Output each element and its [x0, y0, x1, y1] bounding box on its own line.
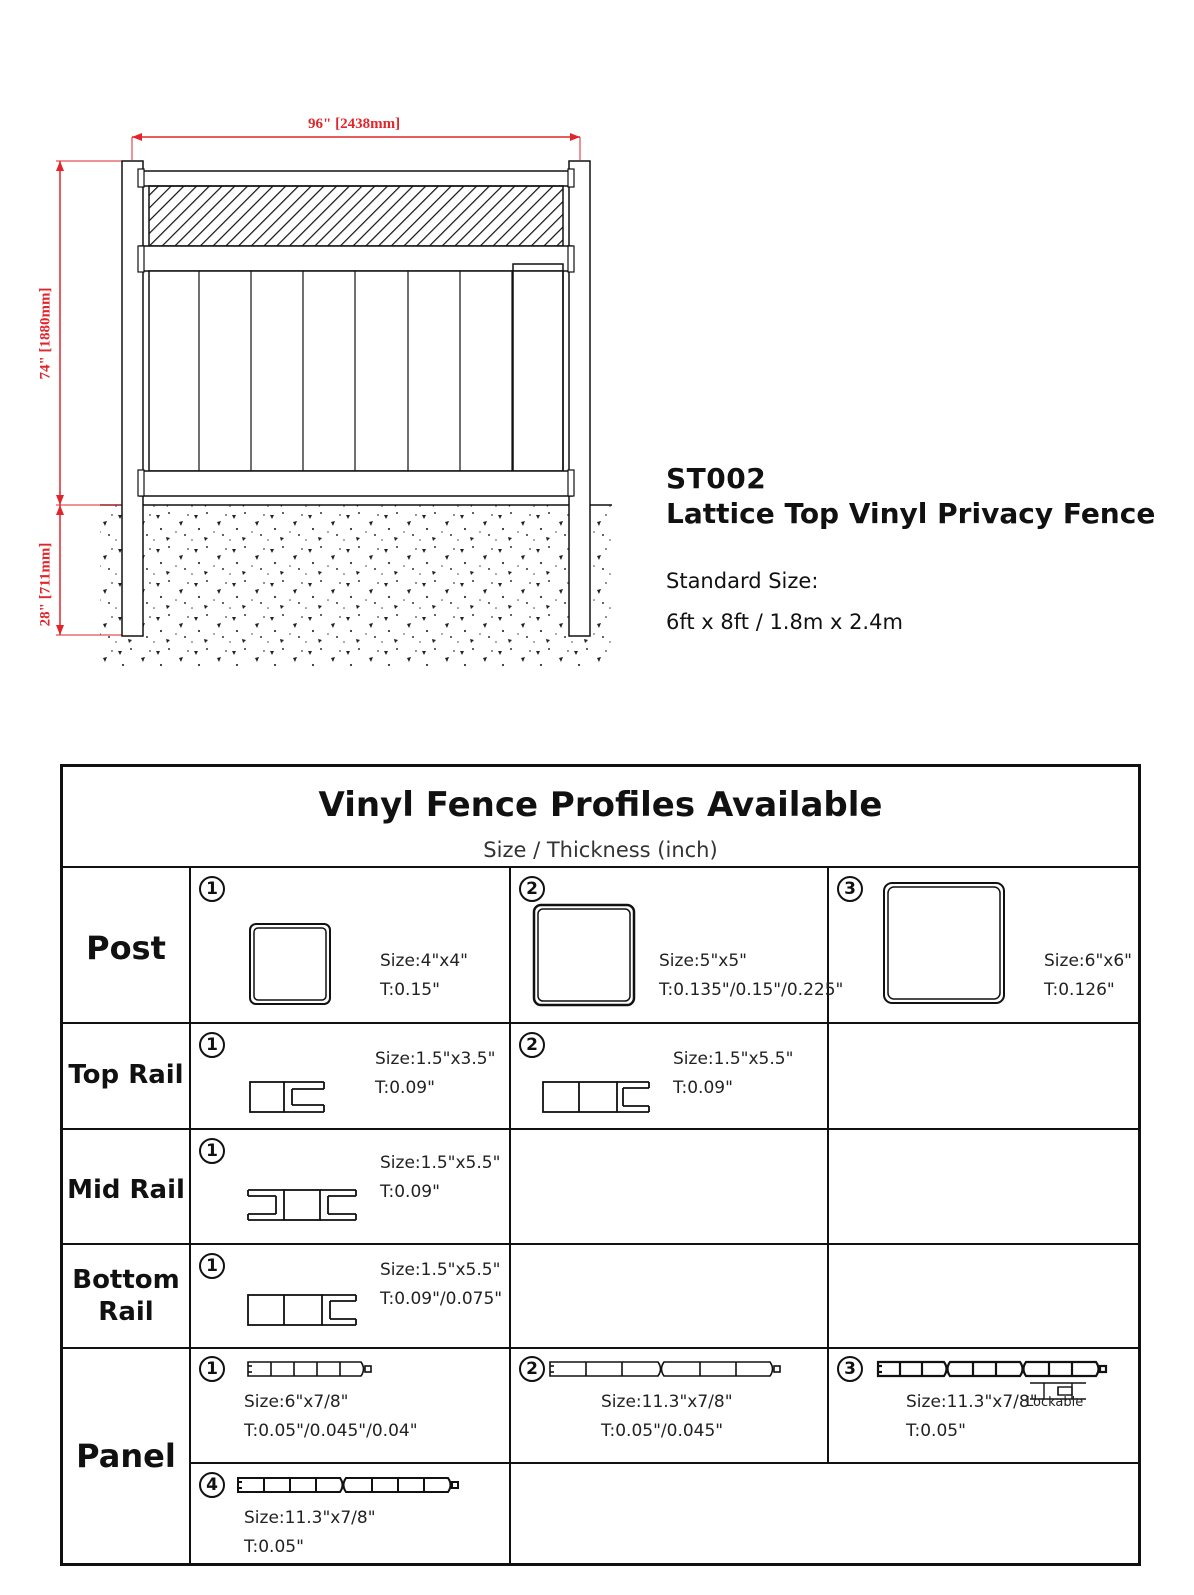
- post-1-size: Size:4"x4": [380, 951, 468, 971]
- option-number: 2: [519, 1356, 545, 1382]
- ground-gravel: [100, 505, 612, 667]
- panel-3-size: Size:11.3"x7/8": [906, 1392, 1038, 1412]
- top-rail-1-size: Size:1.5"x3.5": [375, 1049, 496, 1069]
- profiles-table: [60, 764, 1141, 1566]
- post-1-thickness: T:0.15": [380, 980, 440, 1000]
- top-rail-2-size: Size:1.5"x5.5": [673, 1049, 794, 1069]
- top-rail-3-5-profile-icon: [248, 1079, 328, 1115]
- panel-4-thickness: T:0.05": [244, 1537, 304, 1557]
- post-6x6-profile-icon: [882, 881, 1006, 1005]
- option-number: 1: [199, 876, 225, 902]
- post-3-thickness: T:0.126": [1044, 980, 1115, 1000]
- standard-size-value: 6ft x 8ft / 1.8m x 2.4m: [666, 610, 903, 634]
- height-dimension-line: [56, 161, 124, 505]
- left-post: [122, 161, 143, 636]
- option-number: 4: [199, 1472, 225, 1498]
- depth-dimension-label: 28" [711mm]: [37, 542, 54, 627]
- top-rail-1-thickness: T:0.09": [375, 1078, 435, 1098]
- row-divider: [63, 1128, 1138, 1130]
- fence-elevation-drawing: [0, 0, 640, 680]
- panel-11in-profile-icon: [548, 1358, 788, 1380]
- post-2-size: Size:5"x5": [659, 951, 747, 971]
- mid-rail-1-thickness: T:0.09": [380, 1182, 440, 1202]
- option-number: 1: [199, 1356, 225, 1382]
- top-rail: [140, 171, 572, 186]
- panel-3-thickness: T:0.05": [906, 1421, 966, 1441]
- product-code: ST002: [666, 462, 767, 495]
- privacy-panels: [149, 264, 563, 475]
- panel-1-size: Size:6"x7/8": [244, 1392, 349, 1412]
- post-3-size: Size:6"x6": [1044, 951, 1132, 971]
- row-divider: [189, 1462, 1138, 1464]
- option-number: 2: [519, 876, 545, 902]
- col-divider: [509, 866, 511, 1563]
- mid-rail-profile-icon: [246, 1187, 360, 1223]
- post-2-thickness: T:0.135"/0.15"/0.225": [659, 980, 844, 1000]
- table-title: Vinyl Fence Profiles Available: [318, 785, 883, 825]
- option-number: 1: [199, 1032, 225, 1058]
- panel-6in-profile-icon: [246, 1358, 376, 1380]
- row-label-top-rail: Top Rail: [68, 1060, 184, 1090]
- panel-4-size: Size:11.3"x7/8": [244, 1508, 376, 1528]
- post-5x5-profile-icon: [532, 903, 636, 1007]
- row-label-mid-rail: Mid Rail: [67, 1175, 185, 1205]
- option-number: 2: [519, 1032, 545, 1058]
- standard-size-label: Standard Size:: [666, 569, 819, 593]
- top-rail-2-thickness: T:0.09": [673, 1078, 733, 1098]
- lattice-panel: [149, 186, 563, 246]
- mid-rail-1-size: Size:1.5"x5.5": [380, 1153, 501, 1173]
- col-divider: [827, 866, 829, 1463]
- bottom-rail: [140, 471, 572, 496]
- panel-3-lockable-note: Lockable: [1026, 1395, 1084, 1410]
- product-name: Lattice Top Vinyl Privacy Fence: [666, 497, 1156, 530]
- top-rail-5-5-profile-icon: [541, 1079, 653, 1115]
- col-divider: [189, 866, 191, 1563]
- panel-2-size: Size:11.3"x7/8": [601, 1392, 733, 1412]
- row-divider: [63, 1022, 1138, 1024]
- table-subtitle: Size / Thickness (inch): [483, 838, 718, 862]
- option-number: 3: [837, 1356, 863, 1382]
- row-label-panel: Panel: [76, 1437, 176, 1475]
- height-dimension-label: 74" [1880mm]: [37, 287, 54, 380]
- row-divider: [63, 1243, 1138, 1245]
- row-label-post: Post: [86, 929, 166, 967]
- row-divider: [63, 866, 1138, 868]
- post-4x4-profile-icon: [248, 922, 332, 1006]
- panel-1-thickness: T:0.05"/0.045"/0.04": [244, 1421, 418, 1441]
- option-number: 1: [199, 1253, 225, 1279]
- option-number: 1: [199, 1138, 225, 1164]
- bottom-rail-1-thickness: T:0.09"/0.075": [380, 1289, 503, 1309]
- bottom-rail-1-size: Size:1.5"x5.5": [380, 1260, 501, 1280]
- row-label-bottom-rail: Rail: [98, 1297, 154, 1327]
- width-dimension-line: [132, 133, 580, 160]
- right-post: [569, 161, 590, 636]
- row-divider: [63, 1347, 1138, 1349]
- mid-rail: [140, 246, 572, 271]
- panel-2-thickness: T:0.05"/0.045": [601, 1421, 724, 1441]
- option-number: 3: [837, 876, 863, 902]
- panel-lockable-profile-icon: [876, 1358, 1116, 1380]
- row-label-bottom-rail: Bottom: [72, 1265, 180, 1295]
- bottom-rail-profile-icon: [246, 1292, 360, 1328]
- width-dimension-label: 96" [2438mm]: [308, 116, 401, 132]
- panel-11in-alt-profile-icon: [236, 1474, 476, 1496]
